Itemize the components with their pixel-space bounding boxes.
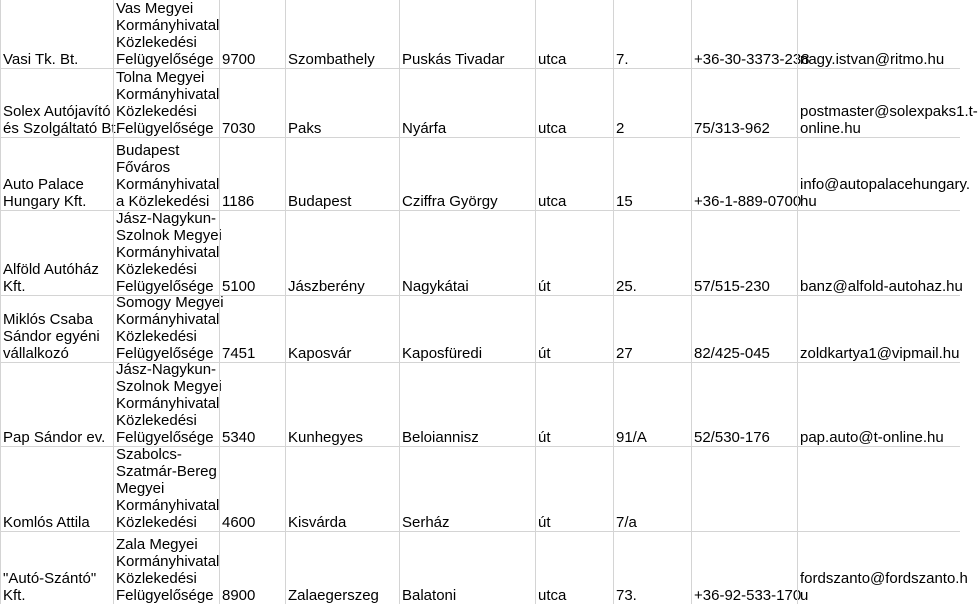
authority-cell[interactable] — [113, 68, 219, 137]
cell-text: Solex Autójavító — [3, 103, 111, 120]
cell-text: 5100 — [222, 278, 256, 295]
cell-text: út — [538, 278, 551, 295]
cell-text: Felügyelősége — [116, 345, 214, 362]
cell-text: Felügyelősége — [116, 429, 214, 446]
cell-text: Tolna Megyei — [116, 69, 205, 86]
cell-text: 75/313-962 — [694, 120, 770, 137]
city-cell[interactable] — [285, 295, 399, 362]
cell-text: Kunhegyes — [288, 429, 364, 446]
cell-text: Közlekedési — [116, 34, 197, 51]
zip-cell[interactable] — [219, 295, 285, 362]
cell-text: +36-92-533-170 — [694, 587, 802, 604]
cell-text: Balatoni — [402, 587, 457, 604]
street-cell[interactable] — [399, 362, 535, 446]
cell-text: Kormányhivatal — [116, 86, 220, 103]
cell-text: 7/a — [616, 514, 637, 531]
cell-text: Budapest — [288, 193, 352, 210]
house-number-cell[interactable] — [613, 137, 691, 210]
zip-cell[interactable] — [219, 531, 285, 604]
cell-text: út — [538, 345, 551, 362]
cell-text: utca — [538, 51, 567, 68]
email-cell[interactable] — [797, 531, 968, 604]
company-name-cell[interactable] — [0, 68, 120, 137]
phone-cell[interactable] — [691, 0, 810, 68]
cell-text: Beloiannisz — [402, 429, 479, 446]
city-cell[interactable] — [285, 362, 399, 446]
cell-text: +36-30-3373-238 — [694, 51, 810, 68]
authority-cell[interactable] — [113, 446, 219, 531]
zip-cell[interactable] — [219, 446, 285, 531]
cell-text: banz@alfold-autohaz.hu — [800, 278, 963, 295]
authority-cell[interactable] — [113, 294, 224, 362]
cell-text: Nyárfa — [402, 120, 447, 137]
street-type-cell[interactable] — [535, 446, 613, 531]
zip-cell[interactable] — [219, 0, 285, 68]
city-cell[interactable] — [285, 68, 399, 137]
street-cell[interactable] — [399, 0, 535, 68]
zip-cell[interactable] — [219, 137, 285, 210]
cell-text: postmaster@solexpaks1.t- — [800, 103, 978, 120]
cell-text: Sándor egyéni — [3, 328, 100, 345]
cell-text: Kormányhivatal — [116, 311, 220, 328]
cell-text: 82/425-045 — [694, 345, 770, 362]
cell-text: Miklós Csaba — [3, 311, 94, 328]
cell-text: nagy.istvan@ritmo.hu — [800, 51, 945, 68]
cell-text: Kaposvár — [288, 345, 352, 362]
email-cell[interactable] — [797, 0, 960, 68]
cell-text: Közlekedési — [116, 514, 197, 531]
street-cell[interactable] — [399, 531, 535, 604]
cell-text: Főváros — [116, 159, 171, 176]
cell-text: Paks — [288, 120, 322, 137]
cell-text: Vasi Tk. Bt. — [3, 51, 79, 68]
cell-text: utca — [538, 193, 567, 210]
cell-text: út — [538, 514, 551, 531]
cell-text: Szolnok Megyei — [116, 378, 222, 395]
cell-text: vállalkozó — [3, 345, 69, 362]
cell-text: Szombathely — [288, 51, 375, 68]
cell-text: Közlekedési — [116, 103, 197, 120]
house-number-cell[interactable] — [613, 68, 691, 137]
cell-text: 57/515-230 — [694, 278, 770, 295]
cell-text: Felügyelősége — [116, 278, 214, 295]
cell-text: Kisvárda — [288, 514, 347, 531]
cell-text: 4600 — [222, 514, 256, 531]
street-type-cell[interactable] — [535, 362, 613, 446]
cell-text: pap.auto@t-online.hu — [800, 429, 944, 446]
cell-text: u — [800, 587, 809, 604]
cell-text: Kft. — [3, 278, 26, 295]
cell-text: Serház — [402, 514, 450, 531]
cell-text: Zalaegerszeg — [288, 587, 379, 604]
cell-text: út — [538, 429, 551, 446]
cell-text: Kaposfüredi — [402, 345, 483, 362]
authority-cell[interactable] — [113, 531, 219, 604]
cell-text: Szolnok Megyei — [116, 227, 222, 244]
cell-text: 73. — [616, 587, 637, 604]
zip-cell[interactable] — [219, 210, 285, 295]
cell-text: 27 — [616, 345, 633, 362]
cell-text: Felügyelősége — [116, 51, 214, 68]
street-type-cell[interactable] — [535, 531, 613, 604]
cell-text: utca — [538, 120, 567, 137]
cell-text: zoldkartya1@vipmail.hu — [800, 345, 960, 362]
cell-text: +36-1-889-0700 — [694, 193, 802, 210]
cell-text: 91/A — [616, 429, 647, 446]
cell-text: fordszanto@fordszanto.h — [800, 570, 968, 587]
house-number-cell[interactable] — [613, 0, 691, 68]
cell-text: Kft. — [3, 587, 26, 604]
authority-cell[interactable] — [113, 137, 219, 210]
cell-text: 8900 — [222, 587, 256, 604]
cell-text: 52/530-176 — [694, 429, 770, 446]
cell-text: 9700 — [222, 51, 256, 68]
company-name-cell[interactable] — [0, 0, 113, 68]
city-cell[interactable] — [285, 210, 399, 295]
street-cell[interactable] — [399, 446, 535, 531]
cell-text: Kormányhivatal — [116, 395, 220, 412]
street-cell[interactable] — [399, 68, 535, 137]
cell-text: a Közlekedési — [116, 193, 210, 210]
phone-cell[interactable] — [691, 68, 797, 137]
cell-text: Vas Megyei — [116, 0, 194, 17]
cell-text: 15 — [616, 193, 633, 210]
cell-text: Kormányhivatal — [116, 244, 220, 261]
cell-text: info@autopalacehungary. — [800, 176, 971, 193]
cell-text: Felügyelősége — [116, 587, 214, 604]
phone-cell[interactable] — [691, 137, 802, 210]
city-cell[interactable] — [285, 0, 399, 68]
company-name-cell[interactable] — [0, 531, 113, 604]
cell-text: Budapest — [116, 142, 180, 159]
email-cell[interactable] — [797, 362, 960, 446]
cell-text: Kormányhivatal — [116, 176, 220, 193]
phone-cell[interactable] — [691, 210, 797, 295]
street-type-cell[interactable] — [535, 68, 613, 137]
cell-text: Pap Sándor ev. — [3, 429, 106, 446]
cell-text: Alföld Autóház — [3, 261, 99, 278]
house-number-cell[interactable] — [613, 362, 691, 446]
cell-text: Közlekedési — [116, 261, 197, 278]
authority-cell[interactable] — [113, 361, 222, 446]
house-number-cell[interactable] — [613, 446, 691, 531]
company-name-cell[interactable] — [0, 446, 113, 531]
cell-text: Közlekedési — [116, 328, 197, 345]
email-cell[interactable] — [797, 68, 978, 137]
cell-text: Auto Palace — [3, 176, 84, 193]
email-cell[interactable] — [797, 210, 963, 295]
cell-text: Közlekedési — [116, 570, 197, 587]
company-name-cell[interactable] — [0, 362, 113, 446]
cell-text: Kormányhivatal — [116, 17, 220, 34]
city-cell[interactable] — [285, 446, 399, 531]
cell-text: 7030 — [222, 120, 256, 137]
authority-cell[interactable] — [113, 0, 219, 68]
company-name-cell[interactable] — [0, 210, 113, 295]
cell-text: online.hu — [800, 120, 861, 137]
cell-text: Jász-Nagykun- — [116, 210, 217, 227]
cell-text: Hungary Kft. — [3, 193, 87, 210]
cell-text: Kormányhivatal — [116, 553, 220, 570]
zip-cell[interactable] — [219, 362, 285, 446]
city-cell[interactable] — [285, 531, 399, 604]
email-cell[interactable] — [797, 446, 960, 531]
cell-text: Megyei — [116, 480, 165, 497]
street-cell[interactable] — [399, 137, 535, 210]
company-name-cell[interactable] — [0, 137, 113, 210]
phone-cell[interactable] — [691, 295, 797, 362]
email-cell[interactable] — [797, 295, 960, 362]
city-cell[interactable] — [285, 137, 399, 210]
cell-text: Felügyelősége — [116, 120, 214, 137]
authority-cell[interactable] — [113, 210, 222, 295]
cell-text: Nagykátai — [402, 278, 469, 295]
cell-text: Zala Megyei — [116, 536, 198, 553]
street-type-cell[interactable] — [535, 137, 613, 210]
cell-text: Puskás Tivadar — [402, 51, 505, 68]
street-cell[interactable] — [399, 210, 535, 295]
cell-text: Komlós Attila — [3, 514, 90, 531]
cell-text: Szatmár-Bereg — [116, 463, 217, 480]
street-type-cell[interactable] — [535, 210, 613, 295]
cell-text: Szabolcs- — [116, 446, 182, 463]
zip-cell[interactable] — [219, 68, 285, 137]
house-number-cell[interactable] — [613, 531, 691, 604]
cell-text: 7451 — [222, 345, 256, 362]
cell-text: Közlekedési — [116, 412, 197, 429]
cell-text: hu — [800, 193, 817, 210]
cell-text: utca — [538, 587, 567, 604]
cell-text: 1186 — [222, 193, 255, 210]
email-cell[interactable] — [797, 137, 971, 210]
street-type-cell[interactable] — [535, 0, 613, 68]
house-number-cell[interactable] — [613, 210, 691, 295]
street-type-cell[interactable] — [535, 295, 613, 362]
cell-text: és Szolgáltató Bt. — [3, 120, 120, 137]
cell-text: 25. — [616, 278, 637, 295]
cell-text: Jászberény — [288, 278, 365, 295]
cell-text: Cziffra György — [402, 193, 498, 210]
cell-text: 5340 — [222, 429, 256, 446]
cell-text: "Autó-Szántó" — [3, 570, 97, 587]
cell-text: Somogy Megyei — [116, 294, 224, 311]
phone-cell[interactable] — [691, 362, 797, 446]
phone-cell[interactable] — [691, 446, 797, 531]
house-number-cell[interactable] — [613, 295, 691, 362]
cell-text: Jász-Nagykun- — [116, 361, 217, 378]
phone-cell[interactable] — [691, 531, 802, 604]
cell-text: Kormányhivatal — [116, 497, 220, 514]
street-cell[interactable] — [399, 295, 535, 362]
cell-text: 7. — [616, 51, 629, 68]
company-name-cell[interactable] — [0, 295, 113, 362]
cell-text: 2 — [616, 120, 625, 137]
